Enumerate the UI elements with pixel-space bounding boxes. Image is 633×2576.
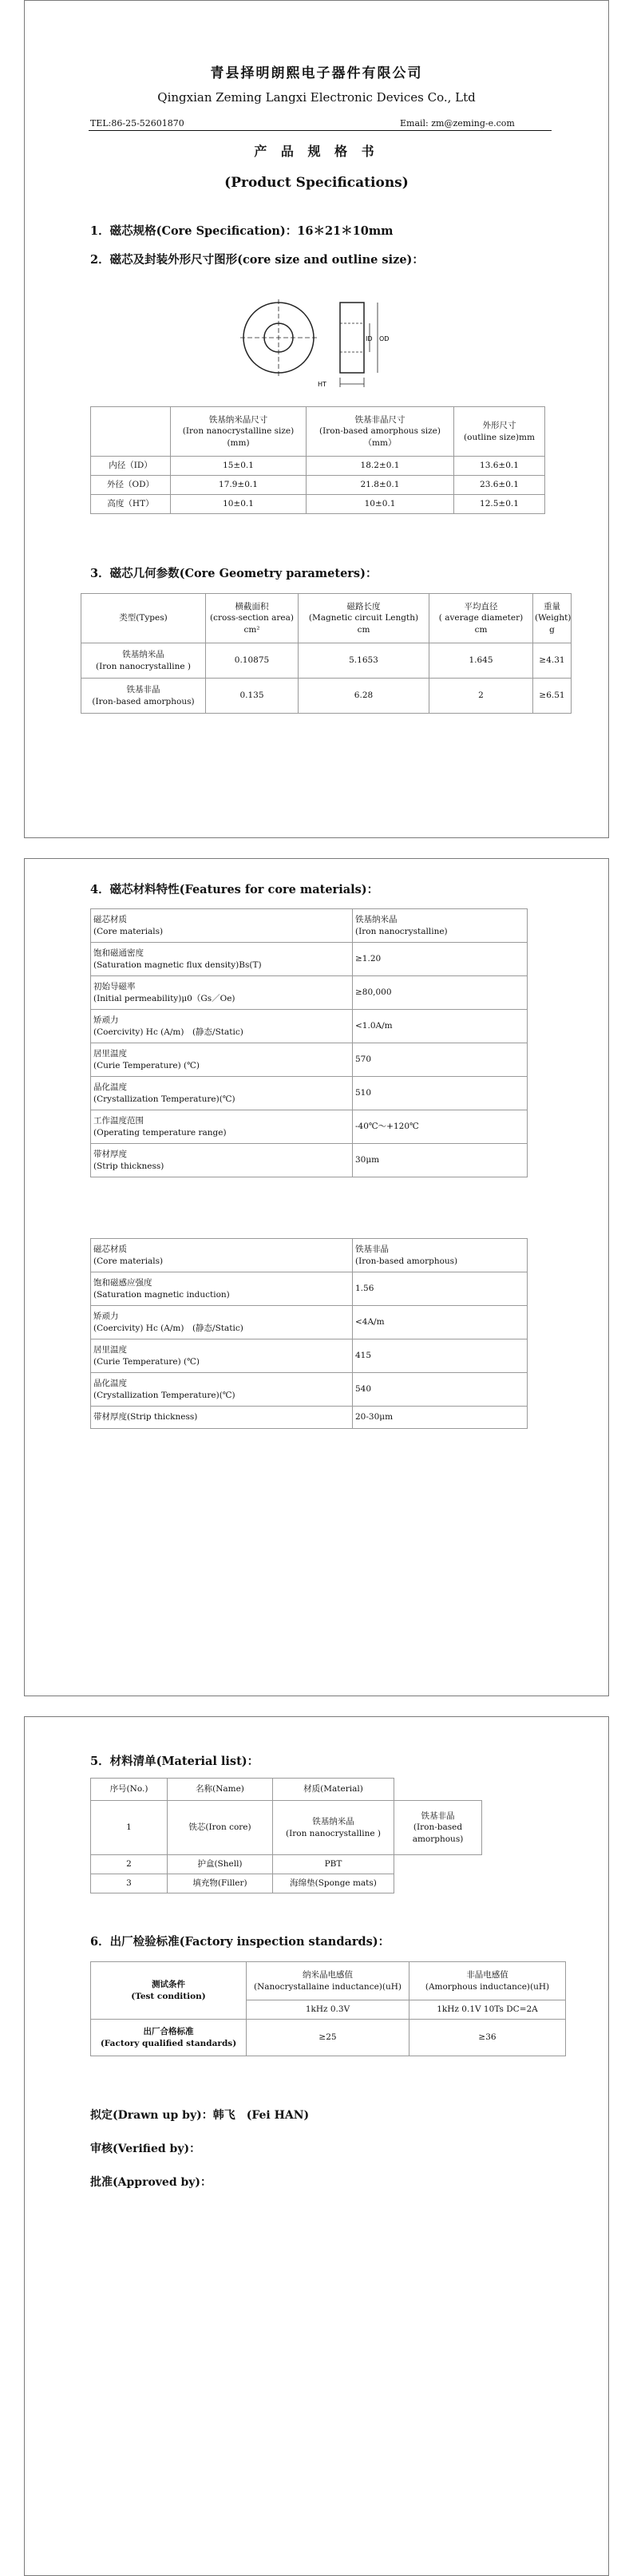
dim-header-blank bbox=[91, 407, 171, 457]
table-cell: 17.9±0.1 bbox=[171, 476, 307, 495]
inspect-header-amorph: 非晶电感值 (Amorphous inductance)(uH) bbox=[409, 1962, 566, 2000]
section-4-heading: 4．磁芯材料特性(Features for core materials)： bbox=[90, 883, 379, 896]
telephone: TEL:86-25-52601870 bbox=[90, 118, 184, 129]
mat-header-empty bbox=[394, 1779, 482, 1801]
table-cell: 1.56 bbox=[353, 1272, 528, 1306]
table-cell: 矫顽力 (Coercivity) Hc (A/m) (静态/Static) bbox=[91, 1010, 353, 1043]
table-cell: 540 bbox=[353, 1373, 528, 1407]
dim-header-nano: 铁基纳米晶尺寸 (Iron nanocrystalline size) (mm) bbox=[171, 407, 307, 457]
geo-header-area: 横截面积 (cross-section area) cm² bbox=[206, 594, 299, 643]
table-cell: 填充物(Filler) bbox=[168, 1874, 273, 1893]
table-cell: 带材厚度(Strip thickness) bbox=[91, 1407, 353, 1429]
doc-title-en: (Product Specifications) bbox=[224, 175, 409, 191]
inspect-qualified-standard: 出厂合格标准 (Factory qualified standards) bbox=[91, 2020, 247, 2056]
mat-header-no: 序号(No.) bbox=[91, 1779, 168, 1801]
page-1 bbox=[24, 0, 609, 838]
section-3-heading: 3．磁芯几何参数(Core Geometry parameters)： bbox=[90, 567, 378, 580]
email: Email: zm@zeming-e.com bbox=[400, 118, 515, 129]
table-cell: 3 bbox=[91, 1874, 168, 1893]
company-name-en: Qingxian Zeming Langxi Electronic Devices Co., Ltd bbox=[157, 90, 476, 105]
table-cell: 10±0.1 bbox=[307, 495, 454, 514]
table-cell: ≥6.51 bbox=[533, 679, 572, 714]
table-cell: 10±0.1 bbox=[171, 495, 307, 514]
table-cell: ≥36 bbox=[409, 2020, 566, 2056]
amorphous-material-table bbox=[90, 1238, 528, 1429]
verified-by: 审核(Verified by)： bbox=[90, 2143, 201, 2155]
table-cell: 磁芯材质 (Core materials) bbox=[91, 1239, 353, 1272]
table-cell: 铁芯(Iron core) bbox=[168, 1801, 273, 1855]
id-label: ID bbox=[366, 335, 373, 342]
table-cell: 海绵垫(Sponge mats) bbox=[273, 1874, 394, 1893]
table-cell: 铁基非晶 (Iron-based amorphous) bbox=[353, 1239, 528, 1272]
section-5-heading: 5．材料清单(Material list)： bbox=[90, 1755, 259, 1768]
table-cell: 13.6±0.1 bbox=[454, 457, 545, 476]
table-cell: ≥80,000 bbox=[353, 976, 528, 1010]
table-cell: 晶化温度 (Crystallization Temperature)(℃) bbox=[91, 1373, 353, 1407]
table-cell: 1 bbox=[91, 1801, 168, 1855]
table-cell: 带材厚度 (Strip thickness) bbox=[91, 1144, 353, 1177]
header-rule bbox=[89, 130, 552, 131]
table-cell: 初始导磁率 (Initial permeability)μ0（Gs／Oe) bbox=[91, 976, 353, 1010]
table-cell: 1.645 bbox=[429, 643, 533, 679]
dim-header-outline: 外形尺寸 (outline size)mm bbox=[454, 407, 545, 457]
geo-header-weight: 重量 (Weight) g bbox=[533, 594, 572, 643]
company-name-cn: 青县择明朗熙电子器件有限公司 bbox=[210, 65, 423, 81]
table-cell: <1.0A/m bbox=[353, 1010, 528, 1043]
geo-header-type: 类型(Types) bbox=[81, 594, 206, 643]
table-cell: 5.1653 bbox=[299, 643, 429, 679]
material-list-table bbox=[90, 1778, 482, 1893]
empty-cell bbox=[394, 1874, 482, 1893]
table-cell: 晶化温度 (Crystallization Temperature)(℃) bbox=[91, 1077, 353, 1110]
od-label: OD bbox=[379, 335, 390, 342]
section-2-heading: 2．磁芯及封装外形尺寸图形(core size and outline size)： bbox=[90, 253, 424, 267]
page-2 bbox=[24, 858, 609, 1696]
table-cell: 0.10875 bbox=[206, 643, 299, 679]
table-cell: 矫顽力 (Coercivity) Hc (A/m) (静态/Static) bbox=[91, 1306, 353, 1339]
table-cell: PBT bbox=[273, 1855, 394, 1874]
table-cell: 饱和磁通密度 (Saturation magnetic flux density)Bs(T) bbox=[91, 943, 353, 976]
table-cell: 6.28 bbox=[299, 679, 429, 714]
page-3 bbox=[24, 1716, 609, 2576]
table-cell: 1kHz 0.1V 10Ts DC=2A bbox=[409, 2000, 566, 2020]
table-cell: <4A/m bbox=[353, 1306, 528, 1339]
table-cell: 18.2±0.1 bbox=[307, 457, 454, 476]
table-cell: 铁基非晶 (Iron-based amorphous) bbox=[394, 1801, 482, 1855]
core-outline-drawing bbox=[240, 298, 424, 394]
table-cell: -40℃～+120℃ bbox=[353, 1110, 528, 1144]
table-cell: 居里温度 (Curie Temperature) (℃) bbox=[91, 1339, 353, 1373]
table-cell: 高度（HT） bbox=[91, 495, 171, 514]
table-cell: 21.8±0.1 bbox=[307, 476, 454, 495]
inspect-test-condition: 测试条件 (Test condition) bbox=[91, 1962, 247, 2020]
table-cell: 510 bbox=[353, 1077, 528, 1110]
geo-header-diameter: 平均直径 ( average diameter) cm bbox=[429, 594, 533, 643]
table-cell: 工作温度范围 (Operating temperature range) bbox=[91, 1110, 353, 1144]
mat-header-name: 名称(Name) bbox=[168, 1779, 273, 1801]
inspect-header-nano: 纳米晶电感值 (Nanocrystallaine inductance)(uH) bbox=[247, 1962, 409, 2000]
table-cell: 饱和磁感应强度 (Saturation magnetic induction) bbox=[91, 1272, 353, 1306]
table-cell: 15±0.1 bbox=[171, 457, 307, 476]
table-cell: 2 bbox=[429, 679, 533, 714]
table-cell: 内径（ID） bbox=[91, 457, 171, 476]
table-cell: 2 bbox=[91, 1855, 168, 1874]
table-cell: 护盒(Shell) bbox=[168, 1855, 273, 1874]
table-cell: 30μm bbox=[353, 1144, 528, 1177]
table-cell: ≥1.20 bbox=[353, 943, 528, 976]
dim-header-amorph: 铁基非晶尺寸 (Iron-based amorphous size)（mm） bbox=[307, 407, 454, 457]
table-cell: 铁基纳米晶 (Iron nanocrystalline ) bbox=[81, 643, 206, 679]
drawn-by: 拟定(Drawn up by)：韩飞 (Fei HAN) bbox=[90, 2109, 310, 2122]
table-cell: 0.135 bbox=[206, 679, 299, 714]
table-cell: 铁基纳米晶 (Iron nanocrystalline ) bbox=[273, 1801, 394, 1855]
mat-header-material: 材质(Material) bbox=[273, 1779, 394, 1801]
table-cell: 23.6±0.1 bbox=[454, 476, 545, 495]
approved-by: 批准(Approved by)： bbox=[90, 2176, 212, 2189]
table-cell: 外径（OD） bbox=[91, 476, 171, 495]
table-cell: 1kHz 0.3V bbox=[247, 2000, 409, 2020]
table-cell: 20-30μm bbox=[353, 1407, 528, 1429]
geometry-table bbox=[81, 593, 572, 714]
inspection-table bbox=[90, 1961, 566, 2056]
table-cell: 铁基非晶 (Iron-based amorphous) bbox=[81, 679, 206, 714]
table-cell: 12.5±0.1 bbox=[454, 495, 545, 514]
geo-header-length: 磁路长度 (Magnetic circuit Length) cm bbox=[299, 594, 429, 643]
section-6-heading: 6．出厂检验标准(Factory inspection standards)： bbox=[90, 1935, 390, 1949]
doc-title-cn: 产 品 规 格 书 bbox=[254, 144, 379, 159]
table-cell: 415 bbox=[353, 1339, 528, 1373]
table-cell: ≥25 bbox=[247, 2020, 409, 2056]
section-1-heading: 1．磁芯规格(Core Specification)：16＊21＊10mm bbox=[90, 224, 394, 238]
table-cell: 居里温度 (Curie Temperature) (℃) bbox=[91, 1043, 353, 1077]
table-cell: 铁基纳米晶 (Iron nanocrystalline) bbox=[353, 909, 528, 943]
empty-cell bbox=[394, 1855, 482, 1874]
nano-material-table bbox=[90, 908, 528, 1177]
ht-label: HT bbox=[318, 381, 326, 388]
dimensions-table bbox=[90, 406, 545, 514]
table-cell: ≥4.31 bbox=[533, 643, 572, 679]
table-cell: 570 bbox=[353, 1043, 528, 1077]
table-cell: 磁芯材质 (Core materials) bbox=[91, 909, 353, 943]
